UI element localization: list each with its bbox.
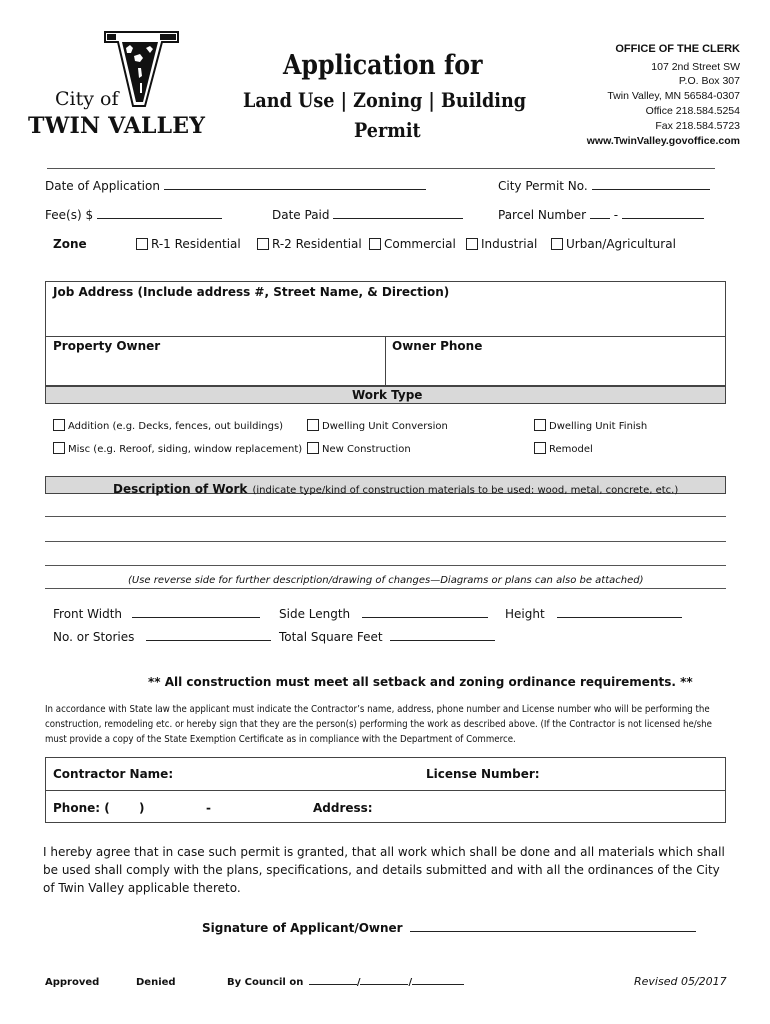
notice-line-1: In accordance with State law the applicant must indicate the Contractor’s name, address, phone number and License number who will be performing the — [45, 704, 710, 715]
height-label: Height — [505, 607, 545, 621]
work-type-remodel[interactable] — [534, 442, 593, 455]
checkbox[interactable] — [53, 442, 65, 454]
description-heading-row — [113, 478, 678, 497]
total-sq-ft-field[interactable] — [279, 630, 495, 644]
office-fax: Fax 218.584.5723 — [655, 120, 740, 132]
height-blank[interactable] — [557, 617, 682, 618]
fees-label: Fee(s) $ — [45, 208, 94, 222]
property-owner-input[interactable] — [46, 354, 384, 385]
parcel-number-field[interactable] — [498, 208, 704, 222]
contractor-phone-paren: ) — [139, 801, 145, 815]
checkbox[interactable] — [534, 419, 546, 431]
contractor-phone-dash: - — [206, 801, 211, 815]
office-street: 107 2nd Street SW — [651, 61, 740, 73]
zone-option-label: Commercial — [384, 237, 456, 251]
contractor-address-label: Address: — [313, 801, 373, 815]
office-phone: Office 218.584.5254 — [645, 105, 740, 117]
property-owner-label: Property Owner — [53, 339, 161, 353]
office-city-state: Twin Valley, MN 56584-0307 — [607, 90, 740, 102]
zone-option-commercial[interactable] — [369, 237, 456, 251]
work-type-dwelling-finish[interactable] — [534, 419, 647, 432]
council-date-field[interactable] — [227, 977, 464, 988]
zone-option-industrial[interactable] — [466, 237, 537, 251]
zone-option-label: R-1 Residential — [151, 237, 241, 251]
license-number-input[interactable] — [530, 760, 720, 788]
description-heading: Description of Work — [113, 482, 248, 496]
twin-valley-label: TWIN VALLEY — [28, 113, 206, 139]
date-paid-field[interactable] — [272, 208, 463, 222]
description-line-2[interactable] — [45, 541, 726, 542]
agreement-line-2: be used shall comply with the plans, specifications, and details submitted and with all the ordinances of the City — [43, 863, 720, 877]
checkbox[interactable] — [307, 442, 319, 454]
checkbox[interactable] — [136, 238, 148, 250]
parcel-number-label: Parcel Number — [498, 208, 587, 222]
stories-label: No. or Stories — [53, 630, 135, 644]
date-of-application-field[interactable] — [45, 179, 426, 193]
work-type-heading: Work Type — [352, 388, 423, 402]
work-type-dwelling-conversion[interactable] — [307, 419, 448, 432]
contractor-phone-input[interactable] — [110, 794, 300, 820]
parcel-number-blank-2[interactable] — [622, 218, 704, 219]
fees-field[interactable] — [45, 208, 222, 222]
work-type-label: Misc (e.g. Reroof, siding, window replacement) — [68, 444, 303, 455]
checkbox[interactable] — [53, 419, 65, 431]
date-of-application-blank[interactable] — [164, 189, 426, 190]
signature-field[interactable] — [202, 921, 696, 935]
parcel-number-blank-1[interactable] — [590, 218, 610, 219]
front-width-field[interactable] — [53, 607, 260, 621]
zone-option-label: R-2 Residential — [272, 237, 362, 251]
date-paid-blank[interactable] — [333, 218, 463, 219]
header-divider — [47, 168, 715, 169]
date-slash: / — [408, 977, 413, 988]
notice-line-2: construction, remodeling etc. or hereby sign that they are the person(s) performing the work as described above. (If the Contractor is not licensed he/she — [45, 719, 712, 730]
checkbox[interactable] — [369, 238, 381, 250]
contractor-phone-label: Phone: ( — [53, 801, 110, 815]
approved-label: Approved — [45, 977, 100, 988]
owner-phone-label: Owner Phone — [392, 339, 483, 353]
signature-label: Signature of Applicant/Owner — [202, 921, 403, 935]
signature-blank[interactable] — [410, 931, 696, 932]
description-line-3[interactable] — [45, 565, 726, 566]
city-permit-blank[interactable] — [592, 189, 710, 190]
city-permit-field[interactable] — [498, 179, 710, 193]
checkbox[interactable] — [307, 419, 319, 431]
checkbox[interactable] — [466, 238, 478, 250]
work-type-addition[interactable] — [53, 419, 283, 432]
city-permit-label: City Permit No. — [498, 179, 588, 193]
contractor-name-input[interactable] — [170, 760, 420, 788]
zone-option-label: Urban/Agricultural — [566, 237, 676, 251]
description-line-4[interactable] — [45, 588, 726, 589]
front-width-blank[interactable] — [132, 617, 260, 618]
zone-option-urban-agricultural[interactable] — [551, 237, 676, 251]
date-paid-label: Date Paid — [272, 208, 330, 222]
fees-blank[interactable] — [97, 218, 222, 219]
date-slash: / — [356, 977, 361, 988]
office-website[interactable]: www.TwinValley.govoffice.com — [586, 135, 740, 147]
agreement-line-1: I hereby agree that in case such permit is granted, that all work which shall be done and all materials which shall — [43, 845, 725, 859]
job-address-input[interactable] — [46, 300, 725, 335]
height-field[interactable] — [505, 607, 682, 621]
side-length-label: Side Length — [279, 607, 351, 621]
agreement-line-3: of Twin Valley applicable thereto. — [43, 881, 241, 895]
page-subtitle-permit: Permit — [354, 118, 421, 142]
work-type-label: New Construction — [322, 444, 411, 455]
front-width-label: Front Width — [53, 607, 123, 621]
work-type-label: Dwelling Unit Conversion — [322, 421, 448, 432]
revised-date: Revised 05/2017 — [634, 975, 727, 988]
work-type-misc[interactable] — [53, 442, 302, 455]
checkbox[interactable] — [257, 238, 269, 250]
zone-option-r2[interactable] — [257, 237, 362, 251]
parcel-separator: - — [613, 208, 619, 222]
reverse-side-note: (Use reverse side for further description/drawing of changes—Diagrams or plans can also be attached) — [128, 575, 644, 586]
stories-blank[interactable] — [146, 640, 271, 641]
council-month-blank[interactable] — [309, 984, 357, 985]
office-po-box: P.O. Box 307 — [678, 75, 740, 87]
denied-label: Denied — [136, 977, 176, 988]
license-number-label: License Number: — [426, 767, 540, 781]
city-of-label: City of — [55, 88, 119, 110]
contractor-divider — [45, 790, 726, 791]
zone-option-label: Industrial — [481, 237, 538, 251]
zone-label: Zone — [53, 237, 87, 251]
owner-phone-input[interactable] — [386, 354, 725, 385]
setback-notice: ** All construction must meet all setback and zoning ordinance requirements. ** — [148, 675, 693, 689]
side-length-blank[interactable] — [362, 617, 488, 618]
side-length-field[interactable] — [279, 607, 488, 621]
description-hint: (indicate type/kind of construction materials to be used: wood, metal, concrete, etc.) — [252, 485, 679, 496]
page-title: Application for — [283, 50, 483, 81]
description-line-1[interactable] — [45, 516, 726, 517]
office-heading: OFFICE OF THE CLERK — [615, 43, 740, 55]
total-sq-ft-blank[interactable] — [390, 640, 495, 641]
page-subtitle: Land Use | Zoning | Building — [243, 88, 527, 112]
work-type-label: Addition (e.g. Decks, fences, out buildings) — [68, 421, 284, 432]
stories-field[interactable] — [53, 630, 271, 644]
work-type-label: Dwelling Unit Finish — [549, 421, 648, 432]
council-label: By Council on — [227, 977, 304, 988]
checkbox[interactable] — [551, 238, 563, 250]
council-year-blank[interactable] — [412, 984, 464, 985]
notice-line-3: must provide a copy of the State Exemption Certificate as in compliance with the Department of Commerce. — [45, 734, 516, 745]
work-type-new-construction[interactable] — [307, 442, 411, 455]
total-sq-ft-label: Total Square Feet — [279, 630, 383, 644]
work-type-label: Remodel — [549, 444, 593, 455]
zone-option-r1[interactable] — [136, 237, 241, 251]
job-address-label: Job Address (Include address #, Street Name, & Direction) — [53, 285, 450, 299]
contractor-address-input[interactable] — [372, 794, 722, 820]
date-of-application-label: Date of Application — [45, 179, 160, 193]
checkbox[interactable] — [534, 442, 546, 454]
council-day-blank[interactable] — [360, 984, 408, 985]
contractor-name-label: Contractor Name: — [53, 767, 174, 781]
